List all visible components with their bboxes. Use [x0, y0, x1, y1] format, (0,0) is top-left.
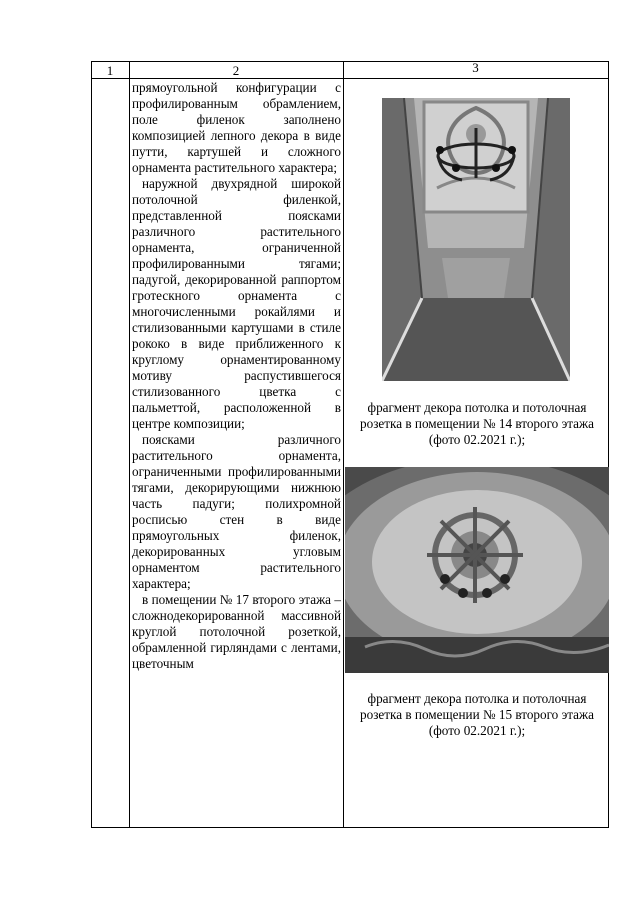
document-table	[91, 61, 609, 828]
table-border-left	[91, 61, 92, 828]
table-border-bottom	[91, 827, 609, 828]
header-col-1: 1	[106, 63, 114, 78]
paragraph: в помещении № 17 второго этажа – сложнодекорированной массивной круглой потолочной розеткой, обрамленной гирляндами с лентами, цветочным	[132, 592, 341, 671]
paragraph: прямоугольной конфигурации с профилированным обрамлением, поле филенок заполнено композицией лепного декора в виде путти, картушей и сложного орнамента растительного характера;	[132, 80, 341, 175]
ceiling-photo-room-15	[345, 467, 609, 673]
header-col-3: 3	[472, 60, 479, 75]
paragraph: наружной двухрядной широкой потолочной филенкой, представленной поясками различного растительного орнамента, ограниченной профилированными тягами; падугой, декорированной раппортом гротескного орнамента с многочисленными рокайлями и стилизованными картушами в стиле рококо в виде приближенного к круглому орнаментированному мотиву распустившегося стилизованного цветка с пальметтой, расположенной в центре композиции;	[132, 176, 341, 431]
photo-caption-room-14: фрагмент декора потолка и потолочная розетка в помещении № 14 второго этажа (фото 02.2021 г.);	[360, 400, 594, 447]
photo-caption-room-15: фрагмент декора потолка и потолочная розетка в помещении № 15 второго этажа (фото 02.2021 г.);	[360, 691, 594, 738]
header-col-2: 2	[232, 63, 240, 78]
paragraph: поясками различного растительного орнамента, ограниченными профилированными тягами, декорирующими нижнюю часть падуги; полихромной росписью стен в виде прямоугольных филенок, декорированных угловым орнаментом растительного характера;	[132, 432, 341, 591]
ceiling-photo-room-14	[382, 98, 570, 381]
description-text	[132, 80, 341, 672]
column-divider-2	[343, 61, 344, 828]
header-divider	[91, 78, 609, 79]
column-divider-1	[129, 61, 130, 828]
